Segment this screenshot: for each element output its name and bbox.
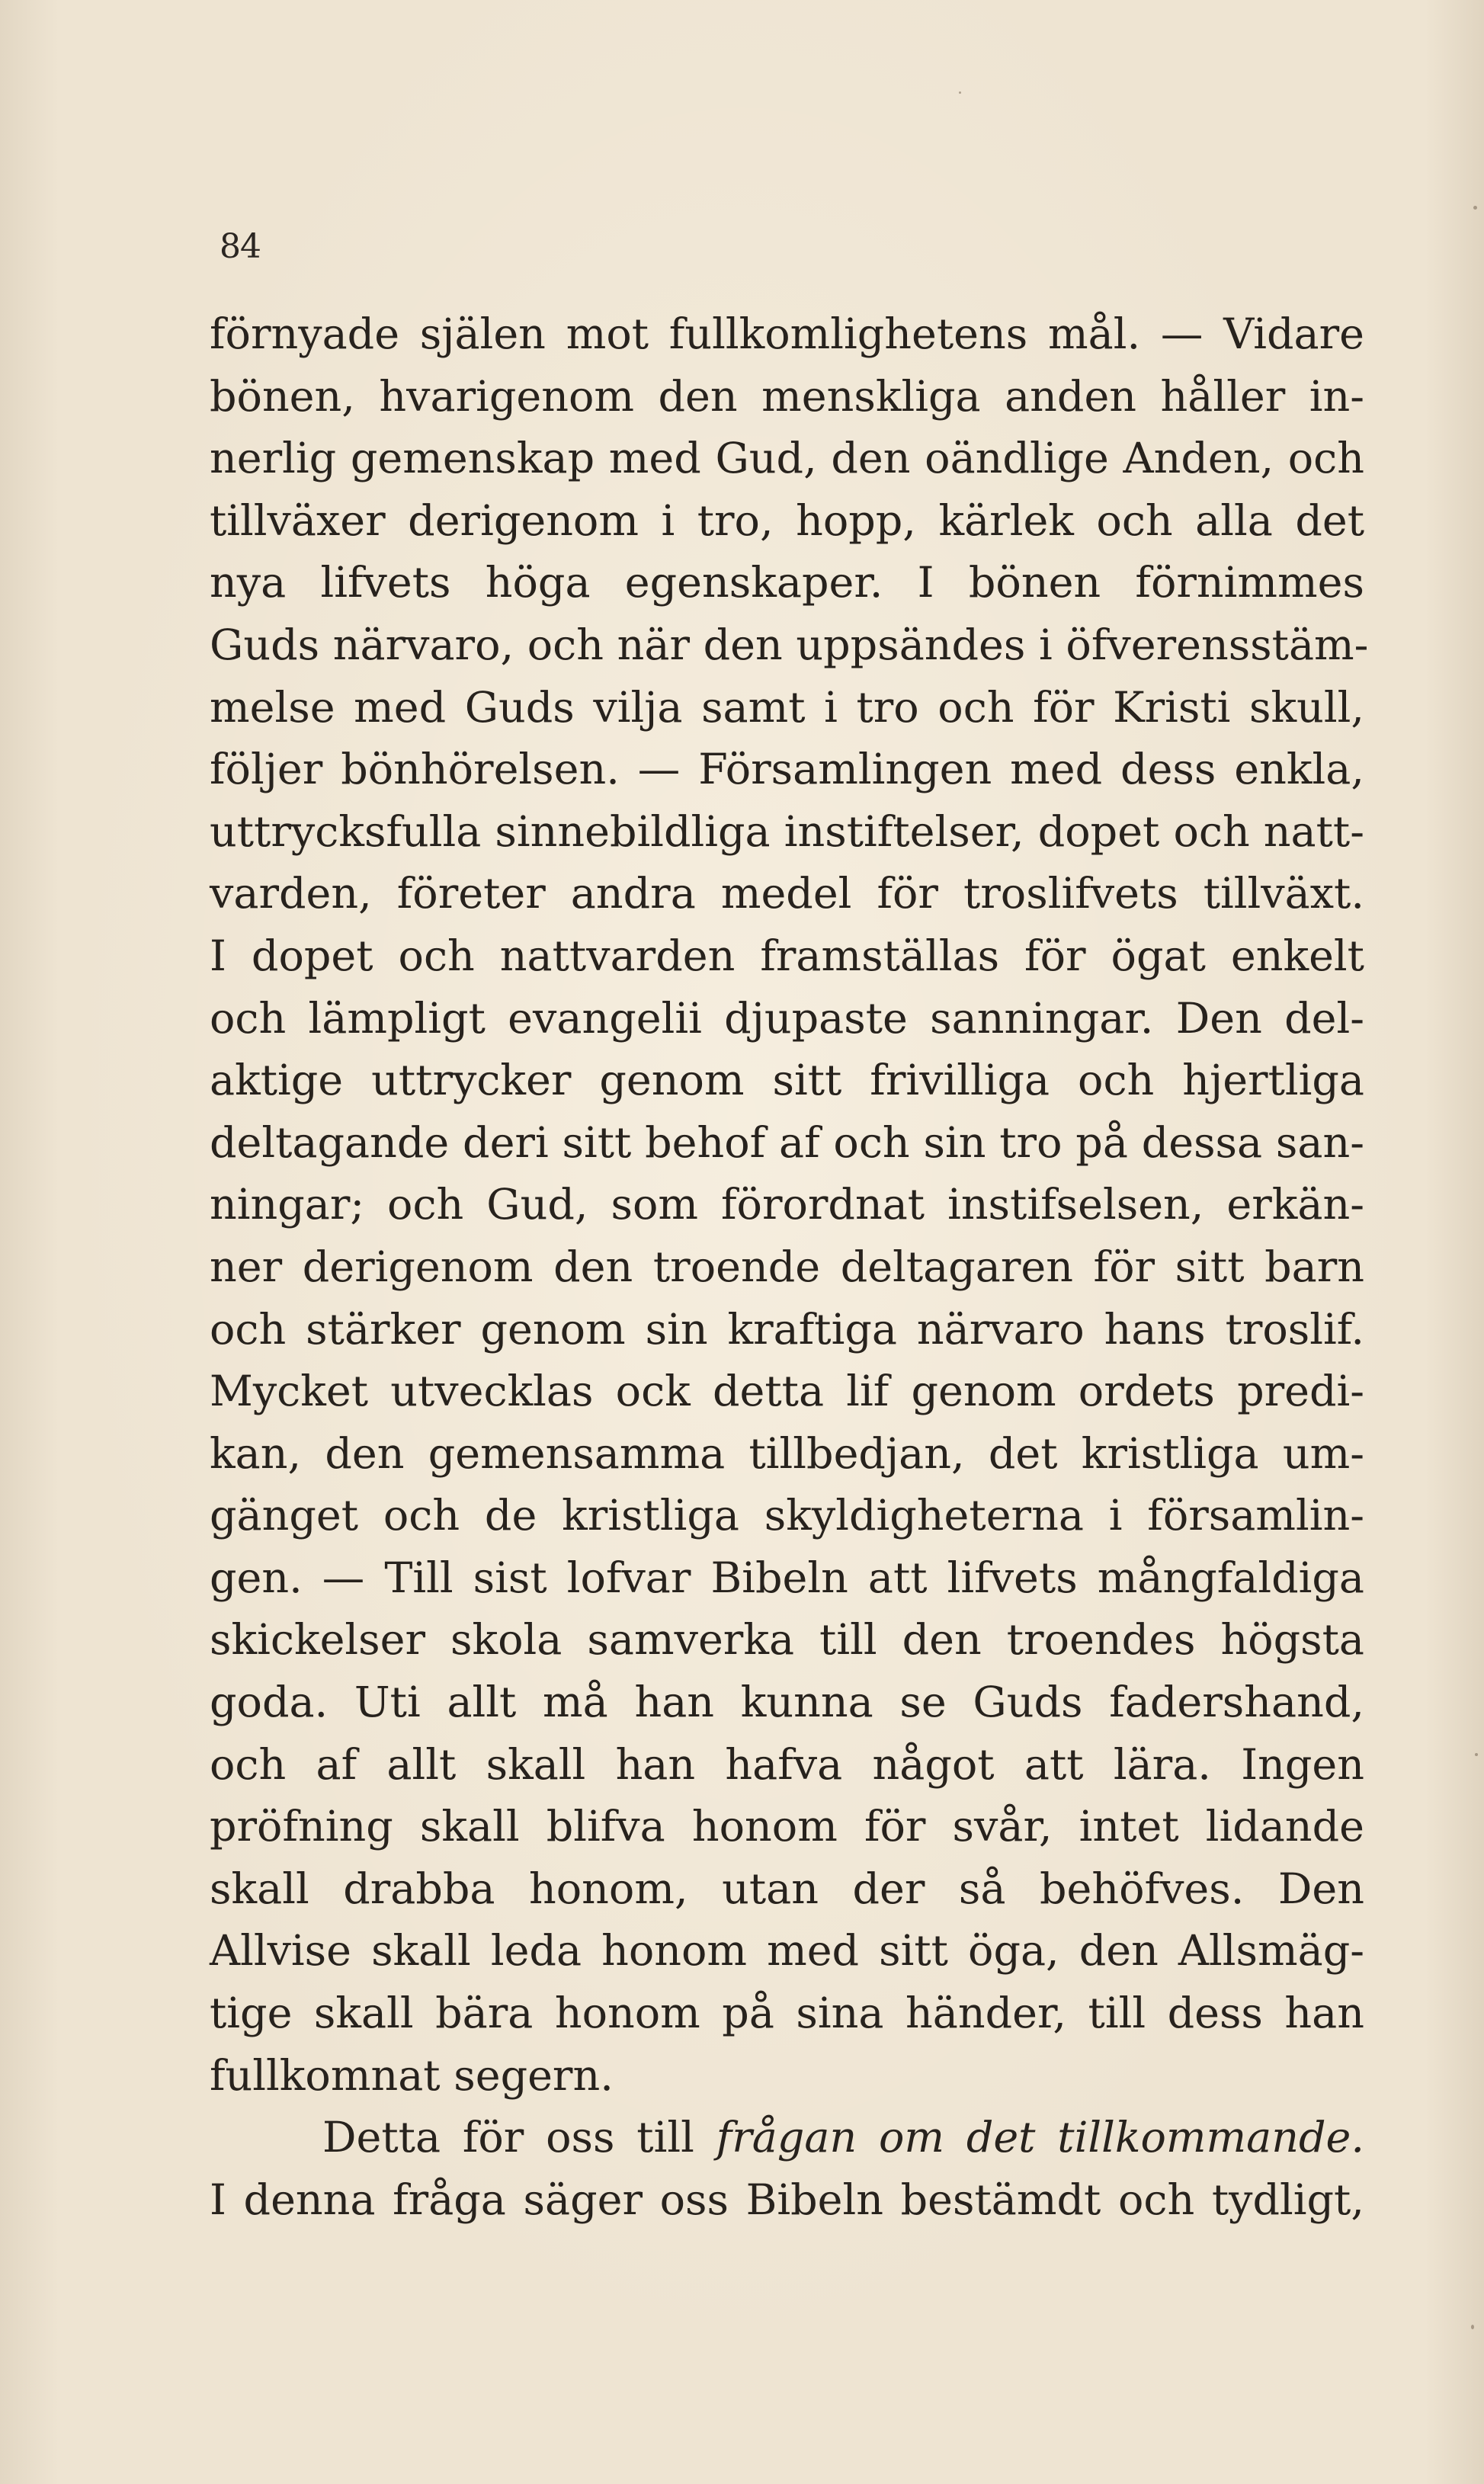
- body-text: [210, 303, 1369, 2231]
- text-line: deltagande deri sitt behof af och sin tro på dessa san-: [210, 1117, 1364, 1168]
- text-line: ningar; och Gud, som förordnat instifselsen, erkän-: [210, 1180, 1364, 1230]
- text-line: följer bönhörelsen. — Församlingen med dess enkla,: [210, 745, 1364, 795]
- text-line: nya lifvets höga egenskaper. I bönen förnimmes: [210, 558, 1364, 608]
- text-line: melse med Guds vilja samt i tro och för Kristi skull,: [210, 682, 1364, 732]
- text-line: uttrycksfulla sinnebildliga instiftelser, dopet och natt-: [210, 806, 1364, 857]
- text-line: kan, den gemensamma tillbedjan, det kristliga um-: [210, 1428, 1364, 1479]
- text-line: I denna fråga säger oss Bibeln bestämdt och tydligt,: [210, 2175, 1364, 2225]
- text-line: goda. Uti allt må han kunna se Guds fadershand,: [210, 1678, 1364, 1728]
- text-line: och stärker genom sin kraftiga närvaro hans troslif.: [210, 1304, 1364, 1354]
- text-line: förnyade själen mot fullkomlighetens mål. — Vidare: [210, 309, 1364, 359]
- italic-phrase: frågan om det tillkommande.: [716, 2113, 1364, 2163]
- text-run: Detta för oss till: [322, 2113, 716, 2163]
- text-line: ner derigenom den troende deltagaren för sitt barn: [210, 1242, 1364, 1292]
- text-line: tige skall bära honom på sina händer, till dess han: [210, 1989, 1364, 2039]
- text-line: skall drabba honom, utan der så behöfves. Den: [210, 1864, 1364, 1914]
- text-line: och af allt skall han hafva något att lära. Ingen: [210, 1739, 1364, 1790]
- text-line: nerlig gemenskap med Gud, den oändlige Anden, och: [210, 434, 1364, 484]
- text-line: pröfning skall blifva honom för svår, intet lidande: [210, 1802, 1364, 1852]
- text-line: I dopet och nattvarden framställas för ögat enkelt: [210, 931, 1364, 981]
- text-line: gänget och de kristliga skyldigheterna i församlin-: [210, 1491, 1364, 1541]
- text-line: bönen, hvarigenom den menskliga anden håller in-: [210, 371, 1364, 421]
- text-line: och lämpligt evangelii djupaste sanningar. Den del-: [210, 993, 1364, 1043]
- paragraph-start-line: [210, 2107, 1364, 2169]
- text-line: fullkomnat segern.: [210, 2050, 614, 2101]
- text-line: varden, företer andra medel för troslifvets tillväxt.: [210, 869, 1364, 919]
- text-line: skickelser skola samverka till den troendes högsta: [210, 1615, 1364, 1665]
- text-line: aktige uttrycker genom sitt frivilliga och hjertliga: [210, 1056, 1364, 1106]
- text-line: tillväxer derigenom i tro, hopp, kärlek och alla det: [210, 495, 1364, 546]
- text-line: gen. — Till sist lofvar Bibeln att lifvets mångfaldiga: [210, 1553, 1364, 1603]
- page-number: 84: [220, 227, 261, 266]
- text-line: Mycket utvecklas ock detta lif genom ordets predi-: [210, 1367, 1364, 1417]
- text-line: Guds närvaro, och när den uppsändes i öfverensstäm-: [210, 620, 1369, 670]
- text-line: Allvise skall leda honom med sitt öga, den Allsmäg-: [210, 1926, 1364, 1976]
